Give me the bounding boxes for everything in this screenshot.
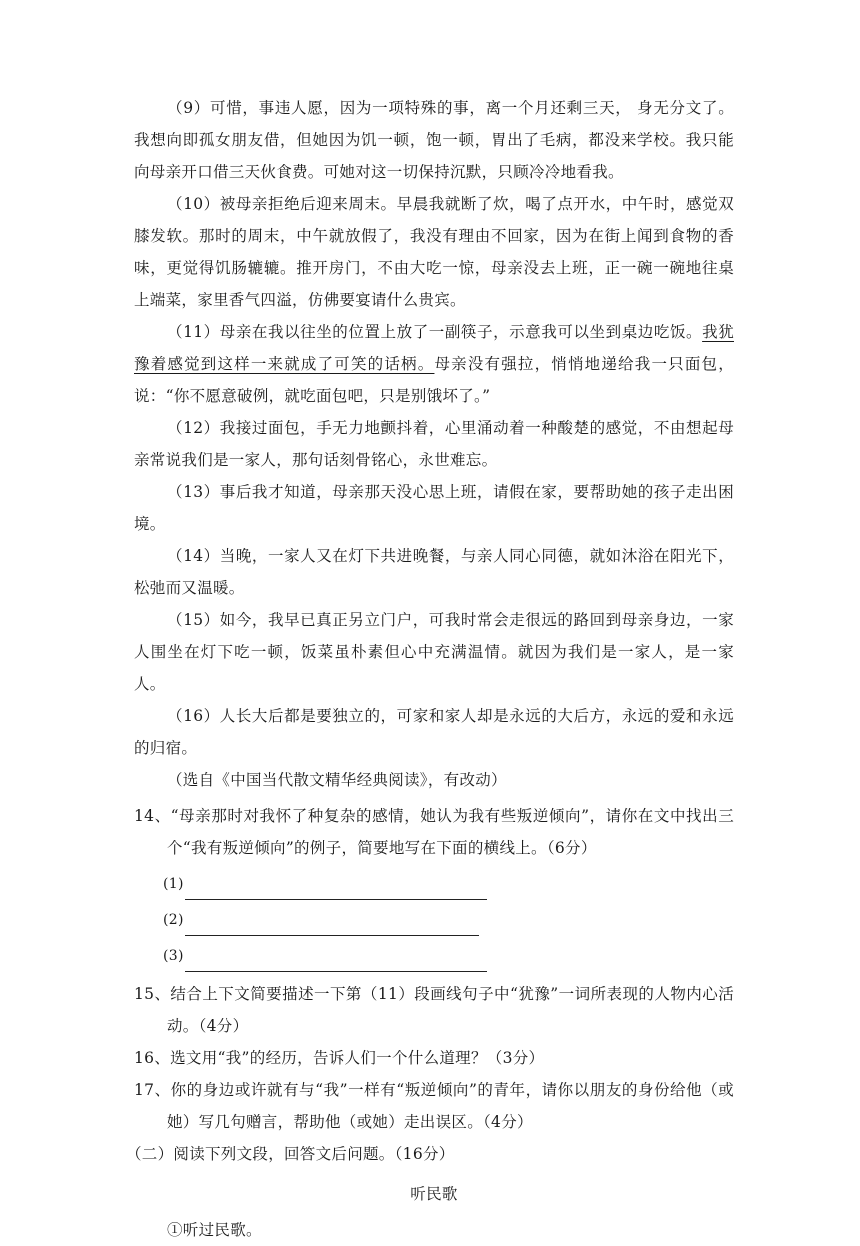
answer-blank-3[interactable] [185, 949, 487, 972]
answer-number-2: (2) [163, 912, 184, 928]
answer-line-1 [134, 864, 734, 900]
underlined-sentence: 我犹豫着感觉到这样一来就成了可笑的话柄。 [134, 323, 734, 373]
paragraph-9: （9）可惜，事违人愿，因为一项特殊的事，离一个月还剩三天， 身无分文了。我想向即孤女朋友借，但她因为饥一顿，饱一顿，胃出了毛病，都没来学校。我只能向母亲开口借三天伙食费。可她对这一切保持沉默，只顾冷冷地看我。 [134, 99, 734, 181]
essay-first-line: ①听过民歌。 [167, 1221, 262, 1239]
paragraph-11 [134, 316, 734, 412]
source-note: （选自《中国当代散文精华经典阅读》，有改动） [167, 771, 507, 789]
paragraph-11-before: （11）母亲在我以往坐的位置上放了一副筷子，示意我可以坐到桌边吃饭。 [167, 323, 703, 341]
answer-line-2 [134, 900, 734, 936]
paragraph-16: （16）人长大后都是要独立的，可家和家人却是永远的大后方，永远的爱和永远的归宿。 [134, 707, 734, 757]
essay-title: 听民歌 [410, 1185, 458, 1203]
answer-blank-2[interactable] [185, 913, 479, 936]
answer-line-3 [134, 936, 734, 972]
answer-number-3: (3) [163, 948, 184, 964]
answer-number-1: (1) [163, 876, 184, 892]
paragraph-10: （10）被母亲拒绝后迎来周末。早晨我就断了炊，喝了点开水，中午时，感觉双膝发软。那时的周末，中午就放假了，我没有理由不回家，因为在街上闻到食物的香味，更觉得饥肠辘辘。推开房门，不由大吃一惊，母亲没去上班，正一碗一碗地往桌上端菜，家里香气四溢，仿佛要宴请什么贵宾。 [134, 195, 734, 309]
page-content [126, 92, 735, 1246]
section-2-heading: （二）阅读下列文段，回答文后问题。（16分） [126, 1145, 455, 1163]
paragraph-13: （13）事后我才知道，母亲那天没心思上班，请假在家，要帮助她的孩子走出困境。 [134, 483, 734, 533]
paragraph-12: （12）我接过面包，手无力地颤抖着，心里涌动着一种酸楚的感觉，不由想起母亲常说我们是一家人，那句话刻骨铭心，永世难忘。 [134, 419, 734, 469]
answer-blank-1[interactable] [185, 877, 487, 900]
question-15: 15、结合上下文简要描述一下第（11）段画线句子中“犹豫”一词所表现的人物内心活动。（4分） [134, 985, 734, 1035]
paragraph-11-after: 母亲没有强拉，悄悄地递给我一只面包，说：“你不愿意破例，就吃面包吧，只是别饿坏了。” [134, 355, 735, 405]
question-16: 16、选文用“我”的经历，告诉人们一个什么道理？（3分） [134, 1049, 545, 1067]
question-17: 17、你的身边或许就有与“我”一样有“叛逆倾向”的青年，请你以朋友的身份给他（或她）写几句赠言，帮助他（或她）走出误区。（4分） [134, 1081, 734, 1131]
paragraph-15: （15）如今，我早已真正另立门户，可我时常会走很远的路回到母亲身边，一家人围坐在灯下吃一顿，饭菜虽朴素但心中充满温情。就因为我们是一家人，是一家人。 [134, 611, 734, 693]
question-14: 14、“母亲那时对我怀了种复杂的感情，她认为我有些叛逆倾向”，请你在文中找出三个“我有叛逆倾向”的例子，简要地写在下面的横线上。（6分） [134, 807, 734, 857]
paragraph-14: （14）当晚，一家人又在灯下共进晚餐，与亲人同心同德，就如沐浴在阳光下，松弛而又温暖。 [134, 547, 734, 597]
